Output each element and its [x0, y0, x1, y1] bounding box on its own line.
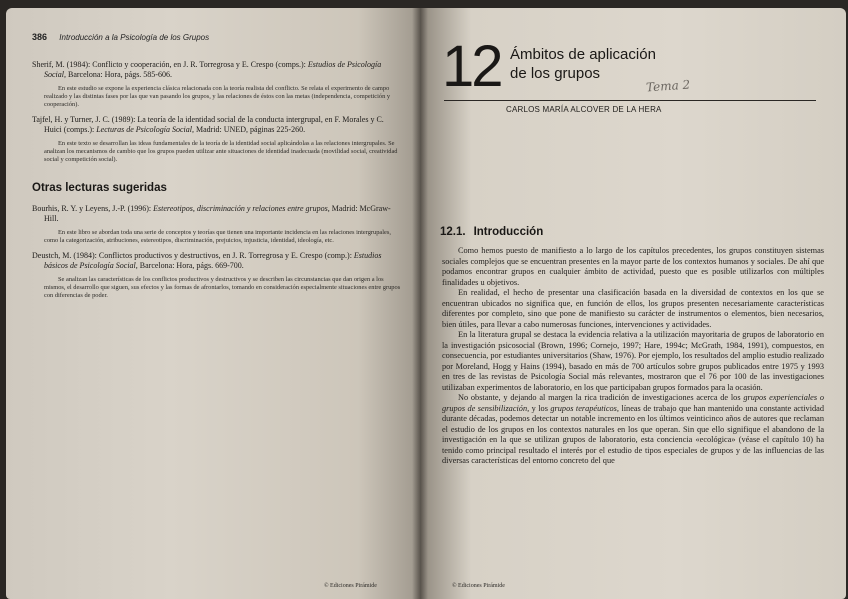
- body-emphasis: grupos experienciales o grupos de sensibilización,: [442, 393, 824, 413]
- chapter-title-line: Ámbitos de aplicación: [510, 46, 656, 63]
- reference-citation: Bourhis, R. Y. y Leyens, J.-P. (1996):: [32, 204, 154, 213]
- page-number: 386: [32, 32, 48, 42]
- reference-publisher: Barcelona: Hora, págs. 669-700.: [137, 261, 244, 270]
- reference-citation: Tajfel, H. y Turner, J. C. (1989): La teoría de la identidad social de la conducta intergrupal, en F. Morales y C. Huici (comps.):: [32, 115, 384, 134]
- chapter-title: [510, 45, 656, 83]
- reference-title: Estereotipos, discriminación y relaciones entre grupos,: [153, 204, 330, 213]
- reference-citation: Deustch, M. (1984): Conflictos productivos y destructivos, en J. R. Torregrosa y E. Crespo (comp.):: [32, 251, 354, 260]
- reference-publisher: Barcelona: Hora, págs. 585-606.: [66, 70, 172, 79]
- body-paragraph: [442, 393, 824, 467]
- reference-entry: [32, 251, 402, 271]
- body-emphasis: grupos terapéuticos,: [550, 403, 619, 413]
- left-page-body: [32, 60, 402, 306]
- reference-annotation: Se analizan las características de los conflictos productivos y destructivos y se describen las circunstancias que dan origen a los mismos, el desarrollo que siguen, sus efectos y las formas de afrontarlos, tomando en consideración especialmente situaciones entre grupos con diferencias de poder.: [44, 276, 401, 299]
- page-footer: © Ediciones Pirámide: [324, 583, 377, 589]
- body-paragraph: En la literatura grupal se destaca la evidencia relativa a la utilización mayoritaria de grupos de laboratorio en la investigación psicosocial (Brown, 1996; Cornejo, 1997; Hare, 1994c; McGrath, 1984, 1991), compuestos, en consecuencia, por estudiantes universitarios (Shaw, 1976). Por ejemplo, los resultados del amplio estudio realizado por Moreland, Hogg y Hains (1994), basado en más de 700 artículos sobre grupos publicados entre 1975 y 1993 en tres de las revistas de Psicología Social más relevantes, mostraron que el 76 por 100 de las investigaciones utilizaban experimentos de laboratorio, en los que participaban grupos formados para la ocasión.: [442, 330, 824, 392]
- reference-publisher: Madrid: McGraw-Hill.: [44, 204, 391, 223]
- reference-title: Estudios básicos de Psicología Social,: [44, 251, 382, 270]
- reference-annotation: En este texto se desarrollan las ideas fundamentales de la teoría de la identidad social aplicándolas a las relaciones intergrupales. Se analizan los mecanismos de cambio que los grupos pueden utilizar ante situaciones de identidad inadecuada (movilidad social, creatividad social y competición social).: [44, 140, 398, 163]
- running-head-title: Introducción a la Psicología de los Grupos: [59, 33, 210, 42]
- reference-annotation: En este libro se abordan toda una serie de conceptos y teorías que tienen una importante incidencia en las relaciones intergrupales, como la categorización, atribuciones, estereotipos, discriminación, prejuicios, injusticia, identidad, ideología, etc.: [44, 229, 391, 244]
- left-page: [6, 8, 420, 599]
- reference-entry: [32, 60, 402, 80]
- body-text: y los: [529, 403, 551, 413]
- running-head: [32, 32, 209, 42]
- reference-citation: Sherif, M. (1984): Conflicto y cooperación, en J. R. Torregrosa y E. Crespo (comps.):: [32, 60, 308, 69]
- section-number: 12.1.: [440, 226, 466, 238]
- title-rule: [444, 100, 816, 101]
- reference-title: Lecturas de Psicología Social,: [96, 125, 194, 134]
- section-title: Introducción: [473, 226, 544, 238]
- reference-title: Estudios de Psicología Social,: [44, 60, 382, 79]
- page-footer: © Ediciones Pirámide: [452, 583, 505, 589]
- chapter-number: 12: [442, 34, 501, 99]
- body-paragraph: Como hemos puesto de manifiesto a lo largo de los capítulos precedentes, los grupos constituyen sistemas sociales complejos que se encuentran presentes en la mayor parte de los contextos humanos y sociales. De ahí que podamos encontrar grupos en cualquier ámbito de actividad, puesto que es posible utilizarlos con múltiples finalidades u objetivos.: [442, 246, 824, 287]
- body-text: líneas de trabajo que han mantenido una constante actividad durante décadas, podemos detectar un notable incremento en los últimos veinticinco años de autores que reclaman el estudio de los grupos en los contextos naturales en los que operan. Sin que ello signifique el abandono de la investigación en la que se utilizan grupos de laboratorio, esta conciencia «ecológica» (véase el capítulo 10) ha tenido como principal resultado el interés por el estudio de tipos especiales de grupos y de las influencias de las diversas características del entorno concreto del que: [442, 403, 824, 465]
- chapter-title-line: de los grupos: [510, 65, 601, 82]
- chapter-body: [442, 246, 824, 467]
- reference-publisher: Madrid: UNED, páginas 225-260.: [193, 125, 306, 134]
- body-text: No obstante, y dejando al margen la rica tradición de investigaciones acerca de los: [458, 393, 744, 402]
- chapter-author: CARLOS MARÍA ALCOVER DE LA HERA: [506, 105, 662, 114]
- book-gutter: [412, 8, 428, 599]
- right-page: [420, 8, 846, 599]
- reference-entry: [32, 204, 402, 224]
- section-heading: Otras lecturas sugeridas: [32, 182, 167, 194]
- reference-entry: [32, 115, 402, 135]
- reference-annotation: En este estudio se expone la experiencia clásica relacionada con la teoría realista del conflicto. Se relata el experimento de campo realizado y las distintas fases por las que van pasando los grupos, y las relaciones de éstos con las metas (independencia, competición y cooperación).: [44, 85, 391, 108]
- section-heading: [440, 226, 543, 238]
- handwritten-note: Tema 2: [645, 77, 691, 95]
- body-paragraph: En realidad, el hecho de presentar una clasificación basada en la diversidad de contextos en los que se encuentran ubicados no significa que, en función de ellos, los grupos presenten necesariamente características diferentes por completo, sino que pone de manifiesto su carácter de instrumentos o elementos, bien necesarios, bien útiles, para llevar a cabo numerosas funciones, intervenciones y actividades.: [442, 288, 824, 329]
